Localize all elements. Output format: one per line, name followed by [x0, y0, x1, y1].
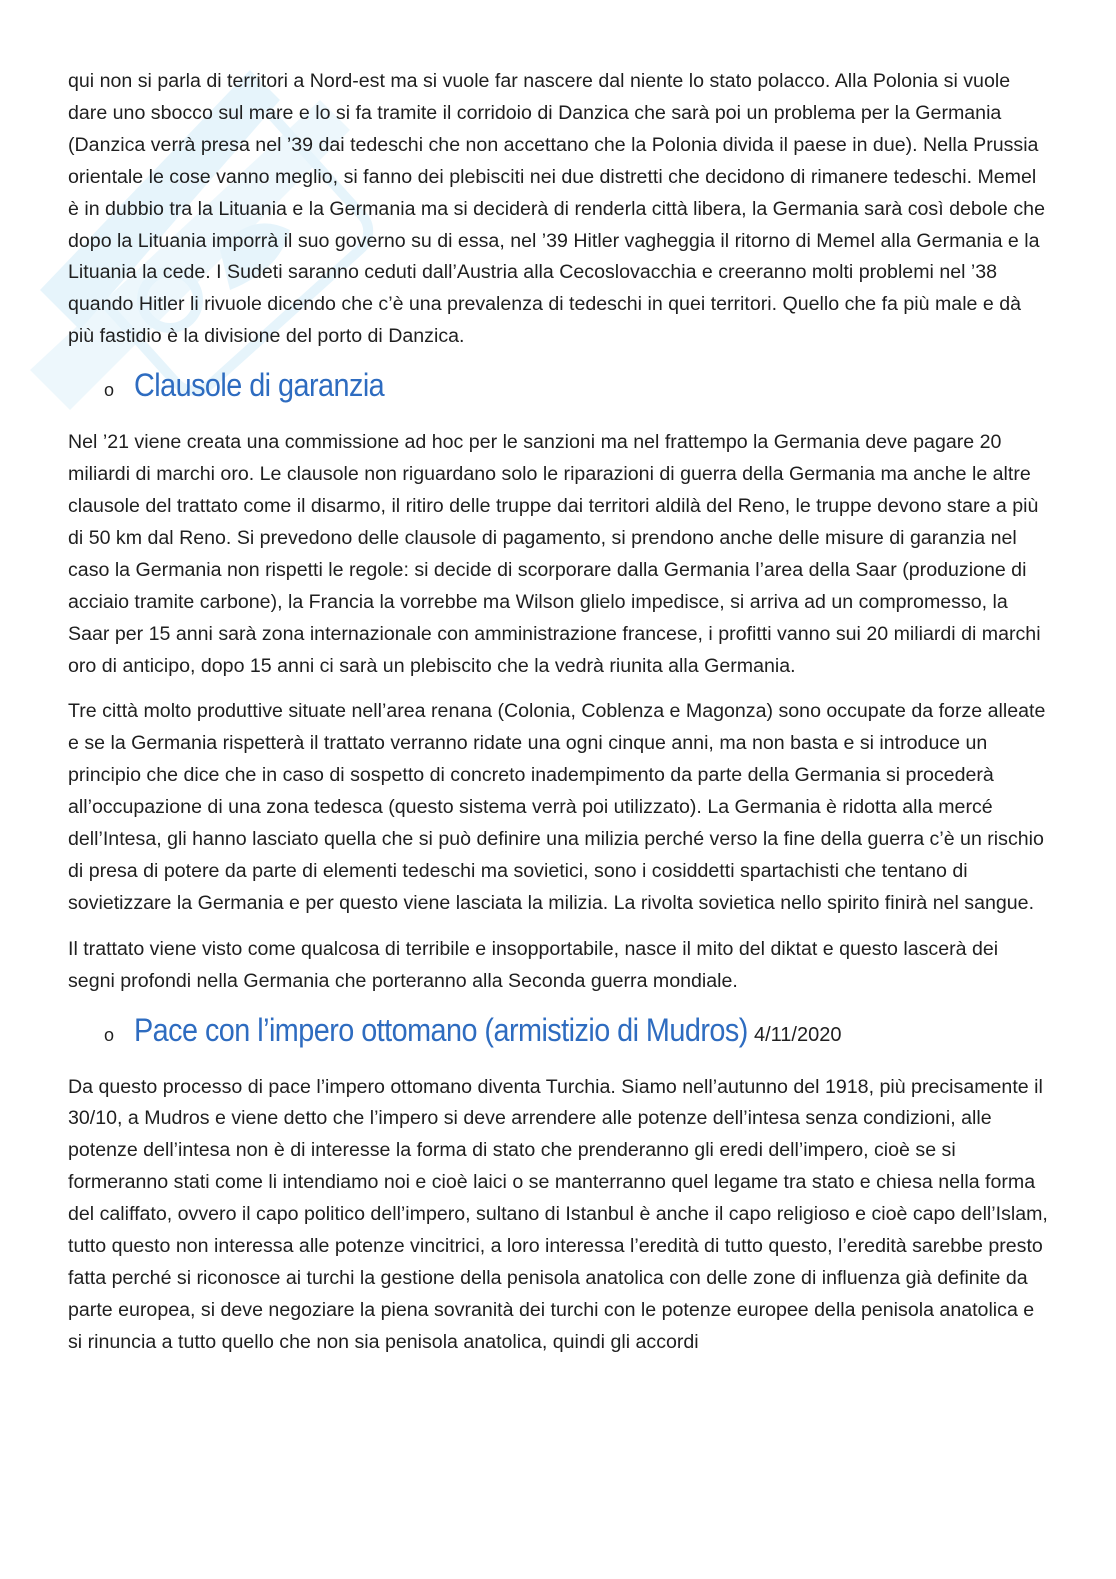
- paragraph: Tre città molto produttive situate nell’area renana (Colonia, Coblenza e Magonza) sono occupate da forze alleate e se la Germania rispetterà il trattato verranno ridate una ogni cinque anni, ma non basta e si introduce un principio che dice che in caso di sospetto di concreto inadempimento da parte della Germania si procederà all’occupazione di una zona tedesca (questo sistema verrà poi utilizzato). La Germania è ridotta alla mercé dell’Intesa, gli hanno lasciato quella che si può definire una milizia perché verso la fine della guerra c’è un rischio di presa di potere da parte di elementi tedeschi ma sovietici, sono i cosiddetti spartachisti che tentano di sovietizzare la Germania e per questo viene lasciata la milizia. La rivolta sovietica nello spirito finirà nel sangue.: [68, 700, 1046, 914]
- bullet-icon: o: [104, 380, 115, 401]
- paragraph: Il trattato viene visto come qualcosa di terribile e insopportabile, nasce il mito del diktat e questo lascerà dei segni profondi nella Germania che porteranno alla Seconda guerra mondiale.: [68, 937, 999, 992]
- bullet-icon: o: [104, 1024, 115, 1045]
- paragraph: Nel ’21 viene creata una commissione ad hoc per le sanzioni ma nel frattempo la Germania deve pagare 20 miliardi di marchi oro. Le clausole non riguardano solo le riparazioni di guerra della Germania ma anche le altre clausole del trattato come il disarmo, il ritiro delle truppe dai territori aldilà del Reno, le truppe devono stare a più di 50 km dal Reno. Si prevedono delle clausole di pagamento, si prendono anche delle misure di garanzia nel caso la Germania non rispetti le regole: si decide di scorporare dalla Germania l’area della Saar (produzione di acciaio tramite carbone), la Francia la vorrebbe ma Wilson glielo impedisce, si arriva ad un compromesso, la Saar per 15 anni sarà zona internazionale con amministrazione francese, i profitti vanno sui 20 miliardi di marchi oro di anticipo, dopo 15 anni ci sarà un plebiscito che la vedrà riunita alla Germania.: [68, 431, 1041, 677]
- section-title: Clausole di garanzia: [134, 367, 385, 404]
- paragraph: Da questo processo di pace l’impero ottomano diventa Turchia. Siamo nell’autunno del 1918, più precisamente il 30/10, a Mudros e viene detto che l’impero si deve arrendere alle potenze dell’intesa senza condizioni, alle potenze dell’intesa non è di interesse la forma di stato che prenderanno gli eredi dell’impero, cioè se si formeranno stati come li intendiamo noi e cioè laici o se manterranno quel legame tra stato e chiesa nella forma del califfato, ovvero il capo politico dell’impero, sultano di Istanbul è anche il capo religioso e cioè capo dell’Islam, tutto questo non interessa alle potenze vincitrici, a loro interessa l’eredità di tutto questo, l’eredità sarebbe presto fatta perché si riconosce ai turchi la gestione della penisola anatolica con delle zone di influenza già definite da parte europea, si deve negoziare la piena sovranità dei turchi con le potenze europee della penisola anatolica e si rinuncia a tutto quello che non sia penisola anatolica, quindi gli accordi: [68, 1075, 1048, 1353]
- section-date: 4/11/2020: [753, 1023, 842, 1046]
- paragraph: qui non si parla di territori a Nord-est ma si vuole far nascere dal niente lo stato polacco. Alla Polonia si vuole dare uno sbocco sul mare e lo si fa tramite il corridoio di Danzica che sarà poi un problema per la Germania (Danzica verrà presa nel ’39 dai tedeschi che non accettano che la Polonia divida il paese in due). Nella Prussia orientale le cose vanno meglio, si fanno dei plebisciti nei due distretti che decidono di rimanere tedeschi. Memel è in dubbio tra la Lituania e la Germania ma si deciderà di renderla città libera, la Germania sarà così debole che dopo la Lituania imporrà il suo governo su di essa, nel ’39 Hitler vagheggia il ritorno di Memel alla Germania e la Lituania la cede. I Sudeti saranno ceduti dall’Austria alla Cecoslovacchia e creeranno molti problemi nel ’38 quando Hitler li rivuole dicendo che c’è una prevalenza di tedeschi in quei territori. Quello che fa più male e dà più fastidio è la divisione del porto di Danzica.: [68, 70, 1045, 348]
- section-heading-clausole: [68, 367, 1048, 413]
- document-page: [68, 66, 1048, 1373]
- section-heading-pace: [68, 1012, 1048, 1058]
- section-title: Pace con l’impero ottomano (armistizio di Mudros): [134, 1011, 748, 1048]
